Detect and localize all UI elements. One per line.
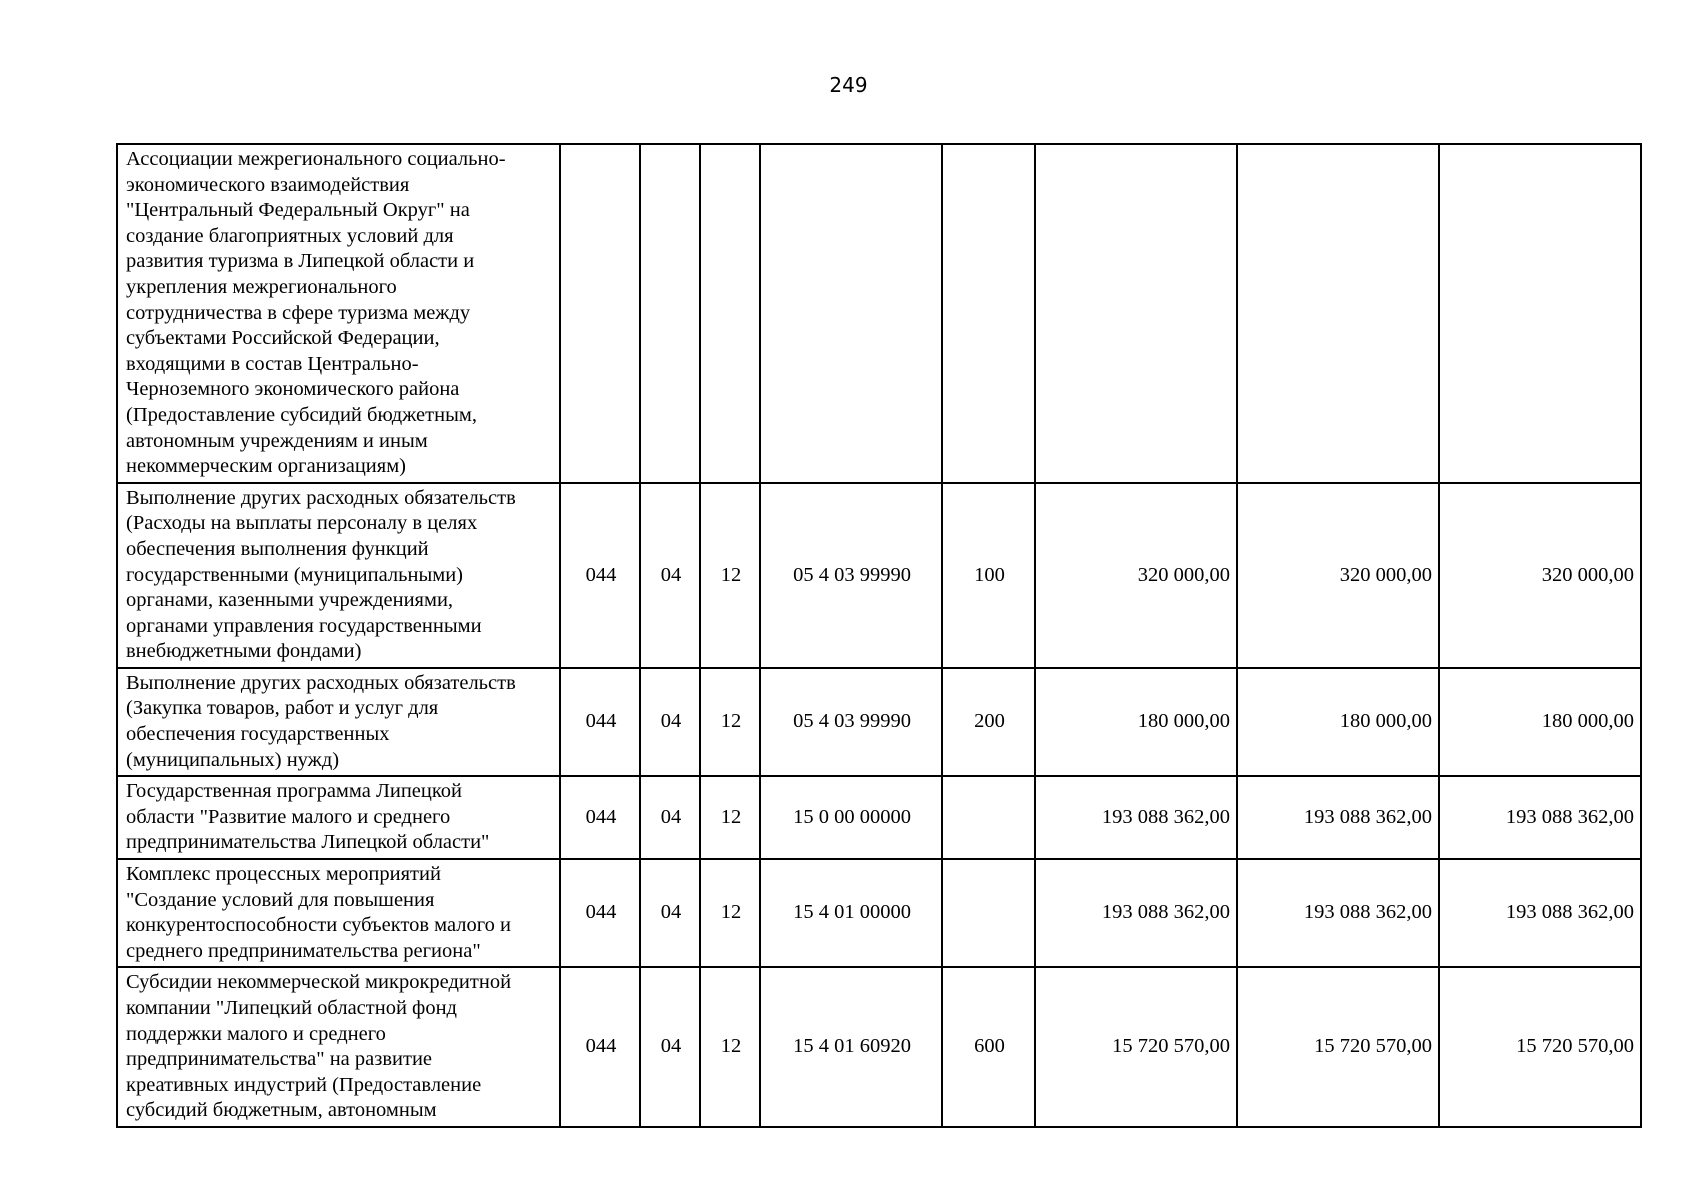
ministry-code: 044 bbox=[560, 483, 640, 668]
sum-year-1 bbox=[1035, 144, 1237, 483]
section-code: 04 bbox=[640, 668, 700, 776]
sum-year-2 bbox=[1237, 144, 1439, 483]
target-article-code bbox=[760, 144, 942, 483]
ministry-code: 044 bbox=[560, 859, 640, 967]
sum-year-2: 193 088 362,00 bbox=[1237, 859, 1439, 967]
target-article-code: 15 4 01 60920 bbox=[760, 967, 942, 1127]
target-article-code: 15 0 00 00000 bbox=[760, 776, 942, 859]
subsection-code: 12 bbox=[700, 859, 760, 967]
sum-year-2: 193 088 362,00 bbox=[1237, 776, 1439, 859]
subsection-code: 12 bbox=[700, 668, 760, 776]
table-row bbox=[117, 483, 1641, 668]
sum-year-2: 180 000,00 bbox=[1237, 668, 1439, 776]
target-article-code: 05 4 03 99990 bbox=[760, 483, 942, 668]
section-code: 04 bbox=[640, 859, 700, 967]
table-body bbox=[117, 144, 1641, 1127]
budget-table bbox=[116, 143, 1642, 1128]
sum-year-3: 320 000,00 bbox=[1439, 483, 1641, 668]
sum-year-1: 193 088 362,00 bbox=[1035, 776, 1237, 859]
sum-year-1: 180 000,00 bbox=[1035, 668, 1237, 776]
sum-year-1: 193 088 362,00 bbox=[1035, 859, 1237, 967]
section-code bbox=[640, 144, 700, 483]
target-article-code: 05 4 03 99990 bbox=[760, 668, 942, 776]
sum-year-2: 320 000,00 bbox=[1237, 483, 1439, 668]
sum-year-1: 320 000,00 bbox=[1035, 483, 1237, 668]
table-row bbox=[117, 776, 1641, 859]
sum-year-3 bbox=[1439, 144, 1641, 483]
sum-year-3: 15 720 570,00 bbox=[1439, 967, 1641, 1127]
ministry-code: 044 bbox=[560, 776, 640, 859]
target-article-code: 15 4 01 00000 bbox=[760, 859, 942, 967]
section-code: 04 bbox=[640, 776, 700, 859]
row-name: Ассоциации межрегионального социально- экономического взаимодействия "Центральный Федеральный Округ" на создание благоприятных условий для развития туризма в Липецкой области и укрепления межрегионального сотрудничества в сфере туризма между субъектами Российской Федерации, входящими в состав Центрально- Черноземного экономического района (Предоставление субсидий бюджетным, автономным учреждениям и иным некоммерческим организациям) bbox=[117, 144, 560, 483]
row-name: Субсидии некоммерческой микрокредитной компании "Липецкий областной фонд поддержки малого и среднего предпринимательства" на развитие креативных индустрий (Предоставление субсидий бюджетным, автономным bbox=[117, 967, 560, 1127]
row-name: Государственная программа Липецкой области "Развитие малого и среднего предпринимательства Липецкой области" bbox=[117, 776, 560, 859]
subsection-code: 12 bbox=[700, 776, 760, 859]
row-name: Выполнение других расходных обязательств (Закупка товаров, работ и услуг для обеспечения государственных (муниципальных) нужд) bbox=[117, 668, 560, 776]
sum-year-3: 180 000,00 bbox=[1439, 668, 1641, 776]
row-name: Комплекс процессных мероприятий "Создание условий для повышения конкурентоспособности субъектов малого и среднего предпринимательства региона" bbox=[117, 859, 560, 967]
sum-year-2: 15 720 570,00 bbox=[1237, 967, 1439, 1127]
sum-year-3: 193 088 362,00 bbox=[1439, 859, 1641, 967]
expense-type-code bbox=[942, 776, 1035, 859]
section-code: 04 bbox=[640, 483, 700, 668]
row-name: Выполнение других расходных обязательств (Расходы на выплаты персоналу в целях обеспечения выполнения функций государственными (муниципальными) органами, казенными учреждениями, органами управления государственными внебюджетными фондами) bbox=[117, 483, 560, 668]
table-row bbox=[117, 144, 1641, 483]
page-number: 249 bbox=[829, 73, 868, 97]
subsection-code: 12 bbox=[700, 967, 760, 1127]
sum-year-3: 193 088 362,00 bbox=[1439, 776, 1641, 859]
expense-type-code bbox=[942, 859, 1035, 967]
expense-type-code: 100 bbox=[942, 483, 1035, 668]
ministry-code bbox=[560, 144, 640, 483]
table-row bbox=[117, 859, 1641, 967]
table-row bbox=[117, 967, 1641, 1127]
ministry-code: 044 bbox=[560, 967, 640, 1127]
ministry-code: 044 bbox=[560, 668, 640, 776]
expense-type-code: 600 bbox=[942, 967, 1035, 1127]
table-row bbox=[117, 668, 1641, 776]
expense-type-code bbox=[942, 144, 1035, 483]
expense-type-code: 200 bbox=[942, 668, 1035, 776]
subsection-code: 12 bbox=[700, 483, 760, 668]
section-code: 04 bbox=[640, 967, 700, 1127]
sum-year-1: 15 720 570,00 bbox=[1035, 967, 1237, 1127]
subsection-code bbox=[700, 144, 760, 483]
